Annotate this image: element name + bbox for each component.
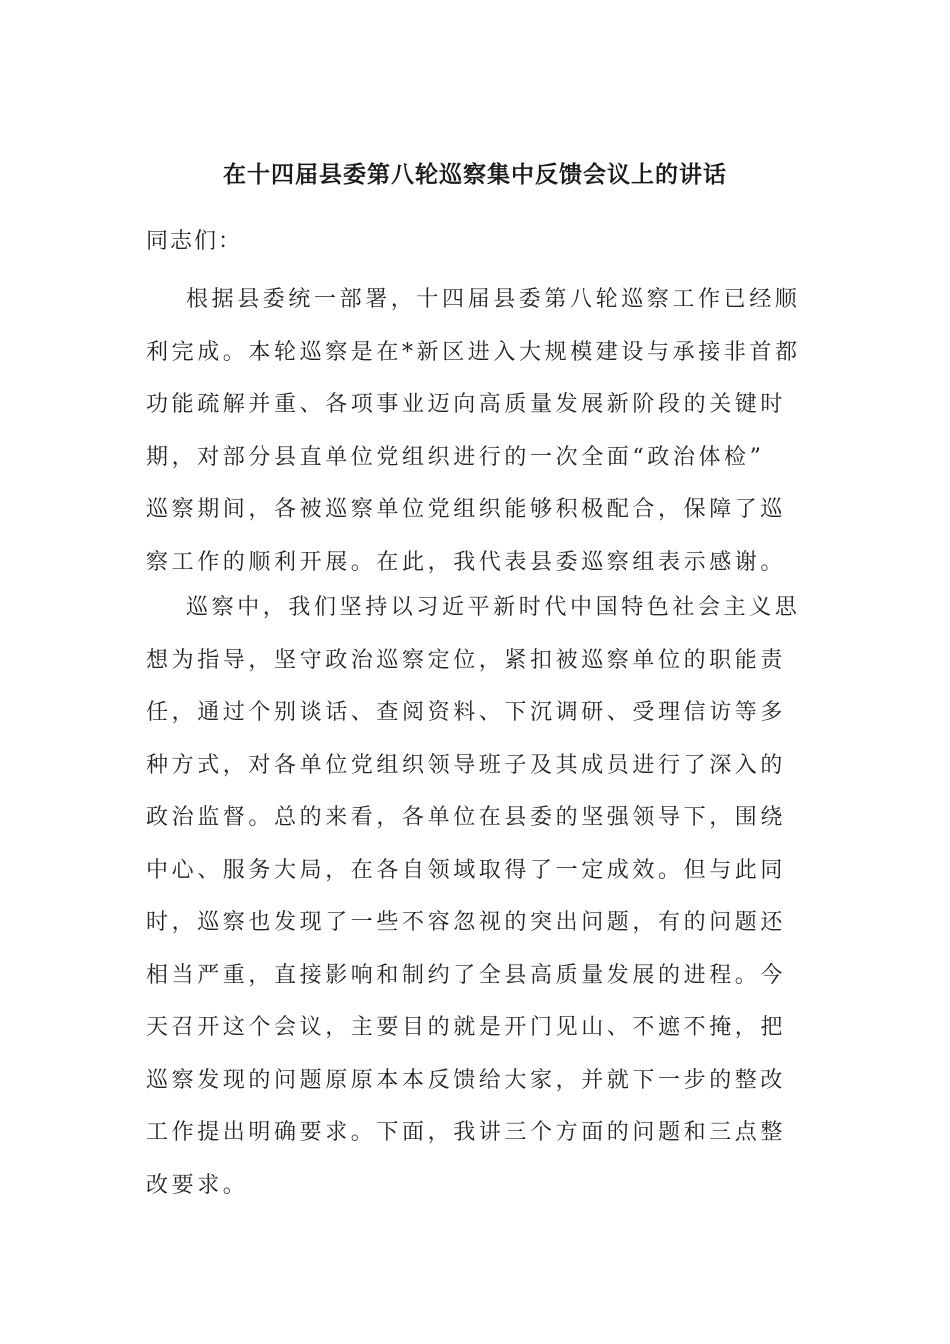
paragraph-line: 巡察中，我们坚持以习近平新时代中国特色社会主义思 [186,595,801,620]
paragraph-line: 巡察发现的问题原原本本反馈给大家，并就下一步的整改 [146,1067,787,1093]
paragraph-line: 相当严重，直接影响和制约了全县高质量发展的进程。今 [146,962,787,988]
paragraph-line: 政治监督。总的来看，各单位在县委的坚强领导下，围绕 [146,805,787,830]
paragraph-line: 根据县委统一部署，十四届县委第八轮巡察工作已经顺 [186,287,801,312]
paragraph-line: 任，通过个别谈话、查阅资料、下沉调研、受理信访等多 [146,700,787,725]
paragraph-line: 巡察期间，各被巡察单位党组织能够积极配合，保障了巡 [146,497,787,522]
paragraph-line: 种方式，对各单位党组织领导班子及其成员进行了深入的 [146,752,787,778]
paragraph-1 [146,274,806,589]
paragraph-2 [146,582,806,1212]
paragraph-line: 想为指导，坚守政治巡察定位，紧扣被巡察单位的职能责 [146,647,787,673]
paragraph-line: 时，巡察也发现了一些不容忽视的突出问题，有的问题还 [146,910,787,935]
paragraph-line: 利完成。本轮巡察是在*新区进入大规模建设与承接非首都 [146,339,801,365]
paragraph-line: 工作提出明确要求。下面，我讲三个方面的问题和三点整 [146,1120,787,1145]
paragraph-line: 中心、服务大局，在各自领域取得了一定成效。但与此同 [146,857,787,883]
paragraph-line: 察工作的顺利开展。在此，我代表县委巡察组表示感谢。 [146,549,787,575]
paragraph-line: 改要求。 [146,1172,249,1198]
paragraph-line: 期，对部分县直单位党组织进行的一次全面“政治体检” [146,444,765,470]
document-title: 在十四届县委第八轮巡察集中反馈会议上的讲话 [223,161,727,188]
paragraph-line: 功能疏解并重、各项事业迈向高质量发展新阶段的关键时 [146,392,787,417]
paragraph-line: 天召开这个会议，主要目的就是开门见山、不遮不掩，把 [146,1015,787,1040]
salutation: 同志们： [146,229,243,254]
